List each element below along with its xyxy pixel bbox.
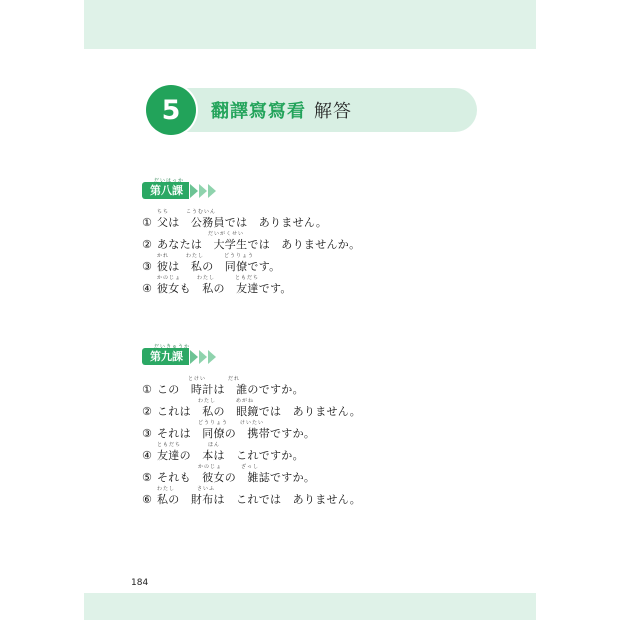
lesson-heading-9	[142, 344, 217, 365]
sentence-text: この 時計は 誰のですか。	[157, 383, 304, 396]
furigana: さいふ	[197, 486, 216, 492]
list-item	[142, 209, 360, 236]
furigana: わたし	[186, 253, 205, 259]
lesson-8-answers	[142, 209, 361, 302]
lesson-9-answers	[142, 376, 362, 513]
bottom-color-band	[84, 593, 536, 620]
furigana: だいがくせい	[208, 231, 245, 237]
item-number: ⑤	[142, 471, 152, 484]
section-number-badge: 5	[146, 85, 196, 135]
furigana: ちち	[157, 209, 170, 215]
page-number: 184	[131, 578, 149, 588]
sentence-text: 友達の 本は これですか。	[157, 449, 304, 462]
furigana: ともだち	[157, 442, 182, 448]
sentence-text: 父は 公務員では ありません。	[157, 216, 328, 229]
item-number: ②	[142, 238, 152, 251]
furigana: だれ	[228, 376, 241, 382]
lesson-label: 第八課	[150, 184, 183, 197]
lesson-label: 第九課	[150, 350, 183, 363]
furigana: ともだち	[235, 275, 260, 281]
sentence-text: あなたは 大学生では ありませんか。	[157, 238, 361, 251]
item-number: ④	[142, 282, 152, 295]
furigana: こうむいん	[186, 209, 217, 215]
furigana: わたし	[197, 275, 216, 281]
item-number: ④	[142, 449, 152, 462]
item-number: ①	[142, 216, 152, 229]
arrow-icon	[190, 350, 217, 364]
furigana: かれ	[157, 253, 170, 259]
item-number: ②	[142, 405, 152, 418]
item-number: ⑥	[142, 493, 152, 506]
furigana: ざっし	[241, 464, 260, 470]
furigana: どうりょう	[224, 253, 255, 259]
lesson-ruby: だいはっか	[154, 178, 185, 184]
sentence-text: それは 同僚の 携帯ですか。	[157, 427, 316, 440]
furigana: かのじょ	[157, 275, 182, 281]
furigana: わたし	[198, 398, 217, 404]
sentence-text: 私の 財布は これでは ありません。	[157, 493, 362, 506]
item-number: ①	[142, 383, 152, 396]
item-number: ③	[142, 427, 152, 440]
furigana: わたし	[157, 486, 176, 492]
furigana: どうりょう	[198, 420, 229, 426]
lesson-tag	[142, 178, 189, 199]
top-color-band	[84, 0, 536, 49]
list-item	[142, 486, 362, 513]
sentence-text: 彼は 私の 同僚です。	[157, 260, 281, 273]
arrow-icon	[190, 184, 217, 198]
furigana: けいたい	[240, 420, 265, 426]
furigana: とけい	[188, 376, 207, 382]
furigana: めがね	[236, 398, 255, 404]
lesson-tag	[142, 344, 191, 365]
list-item	[142, 275, 360, 302]
sentence-text: それも 彼女の 雑誌ですか。	[157, 471, 316, 484]
lesson-ruby: だいきゅうか	[154, 344, 191, 350]
item-number: ③	[142, 260, 152, 273]
sentence-text: 彼女も 私の 友達です。	[157, 282, 292, 295]
furigana: かのじょ	[198, 464, 223, 470]
section-title: 翻譯寫寫看	[211, 101, 306, 122]
lesson-heading-8	[142, 178, 217, 199]
furigana: ほん	[208, 442, 221, 448]
sentence-text: これは 私の 眼鏡では ありません。	[157, 405, 362, 418]
section-subtitle: 解答	[314, 101, 352, 122]
